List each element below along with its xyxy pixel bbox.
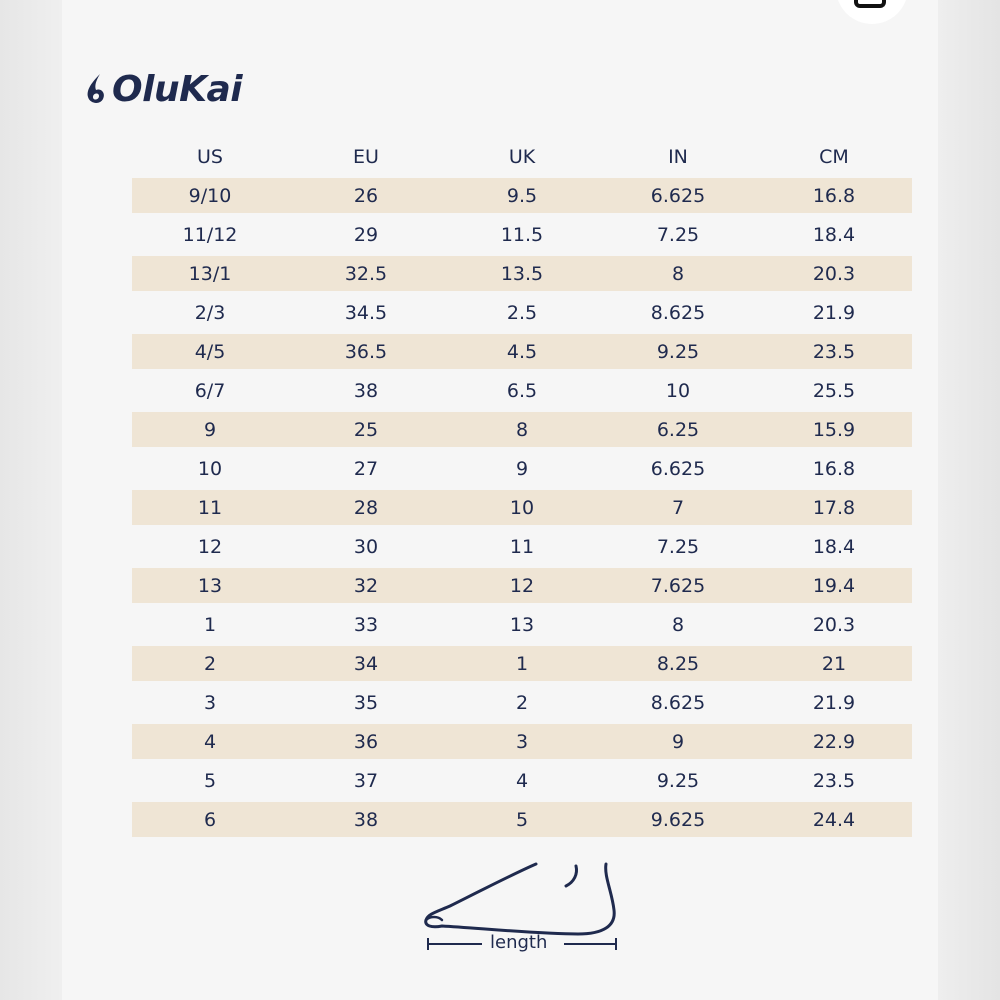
left-margin <box>0 0 62 1000</box>
table-row <box>132 412 912 447</box>
table-cell-uk: 8 <box>515 418 529 441</box>
table-row <box>132 527 912 566</box>
table-cell-uk: 9 <box>515 457 529 480</box>
table-cell-uk: 4 <box>515 769 529 792</box>
table-cell-us: 2/3 <box>194 301 226 324</box>
table-cell-eu: 30 <box>353 535 379 558</box>
table-cell-cm: 16.8 <box>812 184 856 207</box>
table-row <box>132 761 912 800</box>
table-header-row <box>132 138 912 176</box>
table-cell-in: 8 <box>671 613 685 636</box>
table-cell-cm: 16.8 <box>812 457 856 480</box>
table-row <box>132 371 912 410</box>
table-cell-uk: 10 <box>509 496 535 519</box>
column-header-us: US <box>197 146 223 168</box>
table-cell-uk: 11 <box>509 535 535 558</box>
table-cell-in: 9.625 <box>650 808 706 831</box>
table-cell-cm: 18.4 <box>812 535 856 558</box>
table-row <box>132 490 912 525</box>
table-cell-uk: 2.5 <box>506 301 538 324</box>
table-row <box>132 449 912 488</box>
table-row <box>132 178 912 213</box>
table-cell-in: 7.625 <box>650 574 706 597</box>
table-row <box>132 802 912 837</box>
table-cell-in: 10 <box>665 379 691 402</box>
table-cell-cm: 21 <box>821 652 847 675</box>
brand-name: OluKai <box>112 68 243 110</box>
table-cell-uk: 13.5 <box>500 262 544 285</box>
table-cell-eu: 38 <box>353 379 379 402</box>
table-cell-eu: 37 <box>353 769 379 792</box>
table-cell-us: 6/7 <box>194 379 226 402</box>
table-cell-in: 8.625 <box>650 691 706 714</box>
table-cell-us: 9 <box>203 418 217 441</box>
table-cell-in: 6.625 <box>650 184 706 207</box>
brand-logo <box>84 64 242 114</box>
table-cell-us: 5 <box>203 769 217 792</box>
table-row <box>132 568 912 603</box>
table-cell-in: 6.625 <box>650 457 706 480</box>
table-cell-us: 3 <box>203 691 217 714</box>
table-cell-in: 6.25 <box>656 418 700 441</box>
table-cell-us: 13/1 <box>188 262 232 285</box>
table-row <box>132 724 912 759</box>
length-label: length <box>490 932 548 953</box>
table-cell-cm: 23.5 <box>812 340 856 363</box>
table-cell-in: 8.625 <box>650 301 706 324</box>
table-cell-in: 9.25 <box>656 769 700 792</box>
table-cell-us: 13 <box>197 574 223 597</box>
table-body <box>132 178 912 837</box>
table-cell-uk: 2 <box>515 691 529 714</box>
column-header-cm: CM <box>819 146 849 168</box>
table-cell-cm: 23.5 <box>812 769 856 792</box>
table-cell-cm: 17.8 <box>812 496 856 519</box>
table-cell-cm: 19.4 <box>812 574 856 597</box>
table-row <box>132 215 912 254</box>
table-cell-uk: 9.5 <box>506 184 538 207</box>
table-cell-us: 10 <box>197 457 223 480</box>
table-cell-eu: 36 <box>353 730 379 753</box>
table-cell-uk: 6.5 <box>506 379 538 402</box>
table-cell-in: 8 <box>671 262 685 285</box>
table-cell-uk: 3 <box>515 730 529 753</box>
table-row <box>132 683 912 722</box>
table-row <box>132 334 912 369</box>
table-cell-eu: 25 <box>353 418 379 441</box>
table-row <box>132 293 912 332</box>
table-cell-cm: 20.3 <box>812 613 856 636</box>
column-header-uk: UK <box>508 146 536 168</box>
table-cell-cm: 24.4 <box>812 808 856 831</box>
table-cell-us: 4 <box>203 730 217 753</box>
table-cell-eu: 29 <box>353 223 379 246</box>
table-cell-uk: 4.5 <box>506 340 538 363</box>
table-cell-eu: 34.5 <box>344 301 388 324</box>
table-cell-in: 9 <box>671 730 685 753</box>
table-cell-in: 7.25 <box>656 535 700 558</box>
olukai-drop-icon <box>84 72 110 106</box>
table-cell-eu: 33 <box>353 613 379 636</box>
table-cell-cm: 18.4 <box>812 223 856 246</box>
size-chart-table <box>132 138 912 839</box>
column-header-in: IN <box>668 146 688 168</box>
table-cell-uk: 11.5 <box>500 223 544 246</box>
table-cell-cm: 21.9 <box>812 691 856 714</box>
table-cell-eu: 32.5 <box>344 262 388 285</box>
table-cell-cm: 15.9 <box>812 418 856 441</box>
table-cell-eu: 38 <box>353 808 379 831</box>
table-cell-eu: 35 <box>353 691 379 714</box>
table-cell-cm: 22.9 <box>812 730 856 753</box>
table-cell-in: 9.25 <box>656 340 700 363</box>
table-cell-us: 4/5 <box>194 340 226 363</box>
table-cell-eu: 32 <box>353 574 379 597</box>
table-cell-uk: 5 <box>515 808 529 831</box>
table-cell-uk: 1 <box>515 652 529 675</box>
column-header-eu: EU <box>353 146 379 168</box>
table-cell-cm: 21.9 <box>812 301 856 324</box>
table-cell-uk: 12 <box>509 574 535 597</box>
table-cell-eu: 34 <box>353 652 379 675</box>
table-cell-in: 7.25 <box>656 223 700 246</box>
table-cell-in: 8.25 <box>656 652 700 675</box>
table-cell-us: 6 <box>203 808 217 831</box>
right-margin <box>938 0 1000 1000</box>
table-cell-cm: 25.5 <box>812 379 856 402</box>
table-row <box>132 256 912 291</box>
table-cell-us: 1 <box>203 613 217 636</box>
table-cell-eu: 28 <box>353 496 379 519</box>
table-cell-cm: 20.3 <box>812 262 856 285</box>
table-cell-us: 11 <box>197 496 223 519</box>
table-row <box>132 646 912 681</box>
table-cell-us: 9/10 <box>188 184 232 207</box>
table-cell-in: 7 <box>671 496 685 519</box>
table-cell-us: 2 <box>203 652 217 675</box>
table-cell-eu: 26 <box>353 184 379 207</box>
table-row <box>132 605 912 644</box>
table-cell-eu: 36.5 <box>344 340 388 363</box>
table-cell-us: 11/12 <box>182 223 238 246</box>
table-cell-us: 12 <box>197 535 223 558</box>
table-cell-uk: 13 <box>509 613 535 636</box>
table-cell-eu: 27 <box>353 457 379 480</box>
share-icon <box>854 0 886 8</box>
